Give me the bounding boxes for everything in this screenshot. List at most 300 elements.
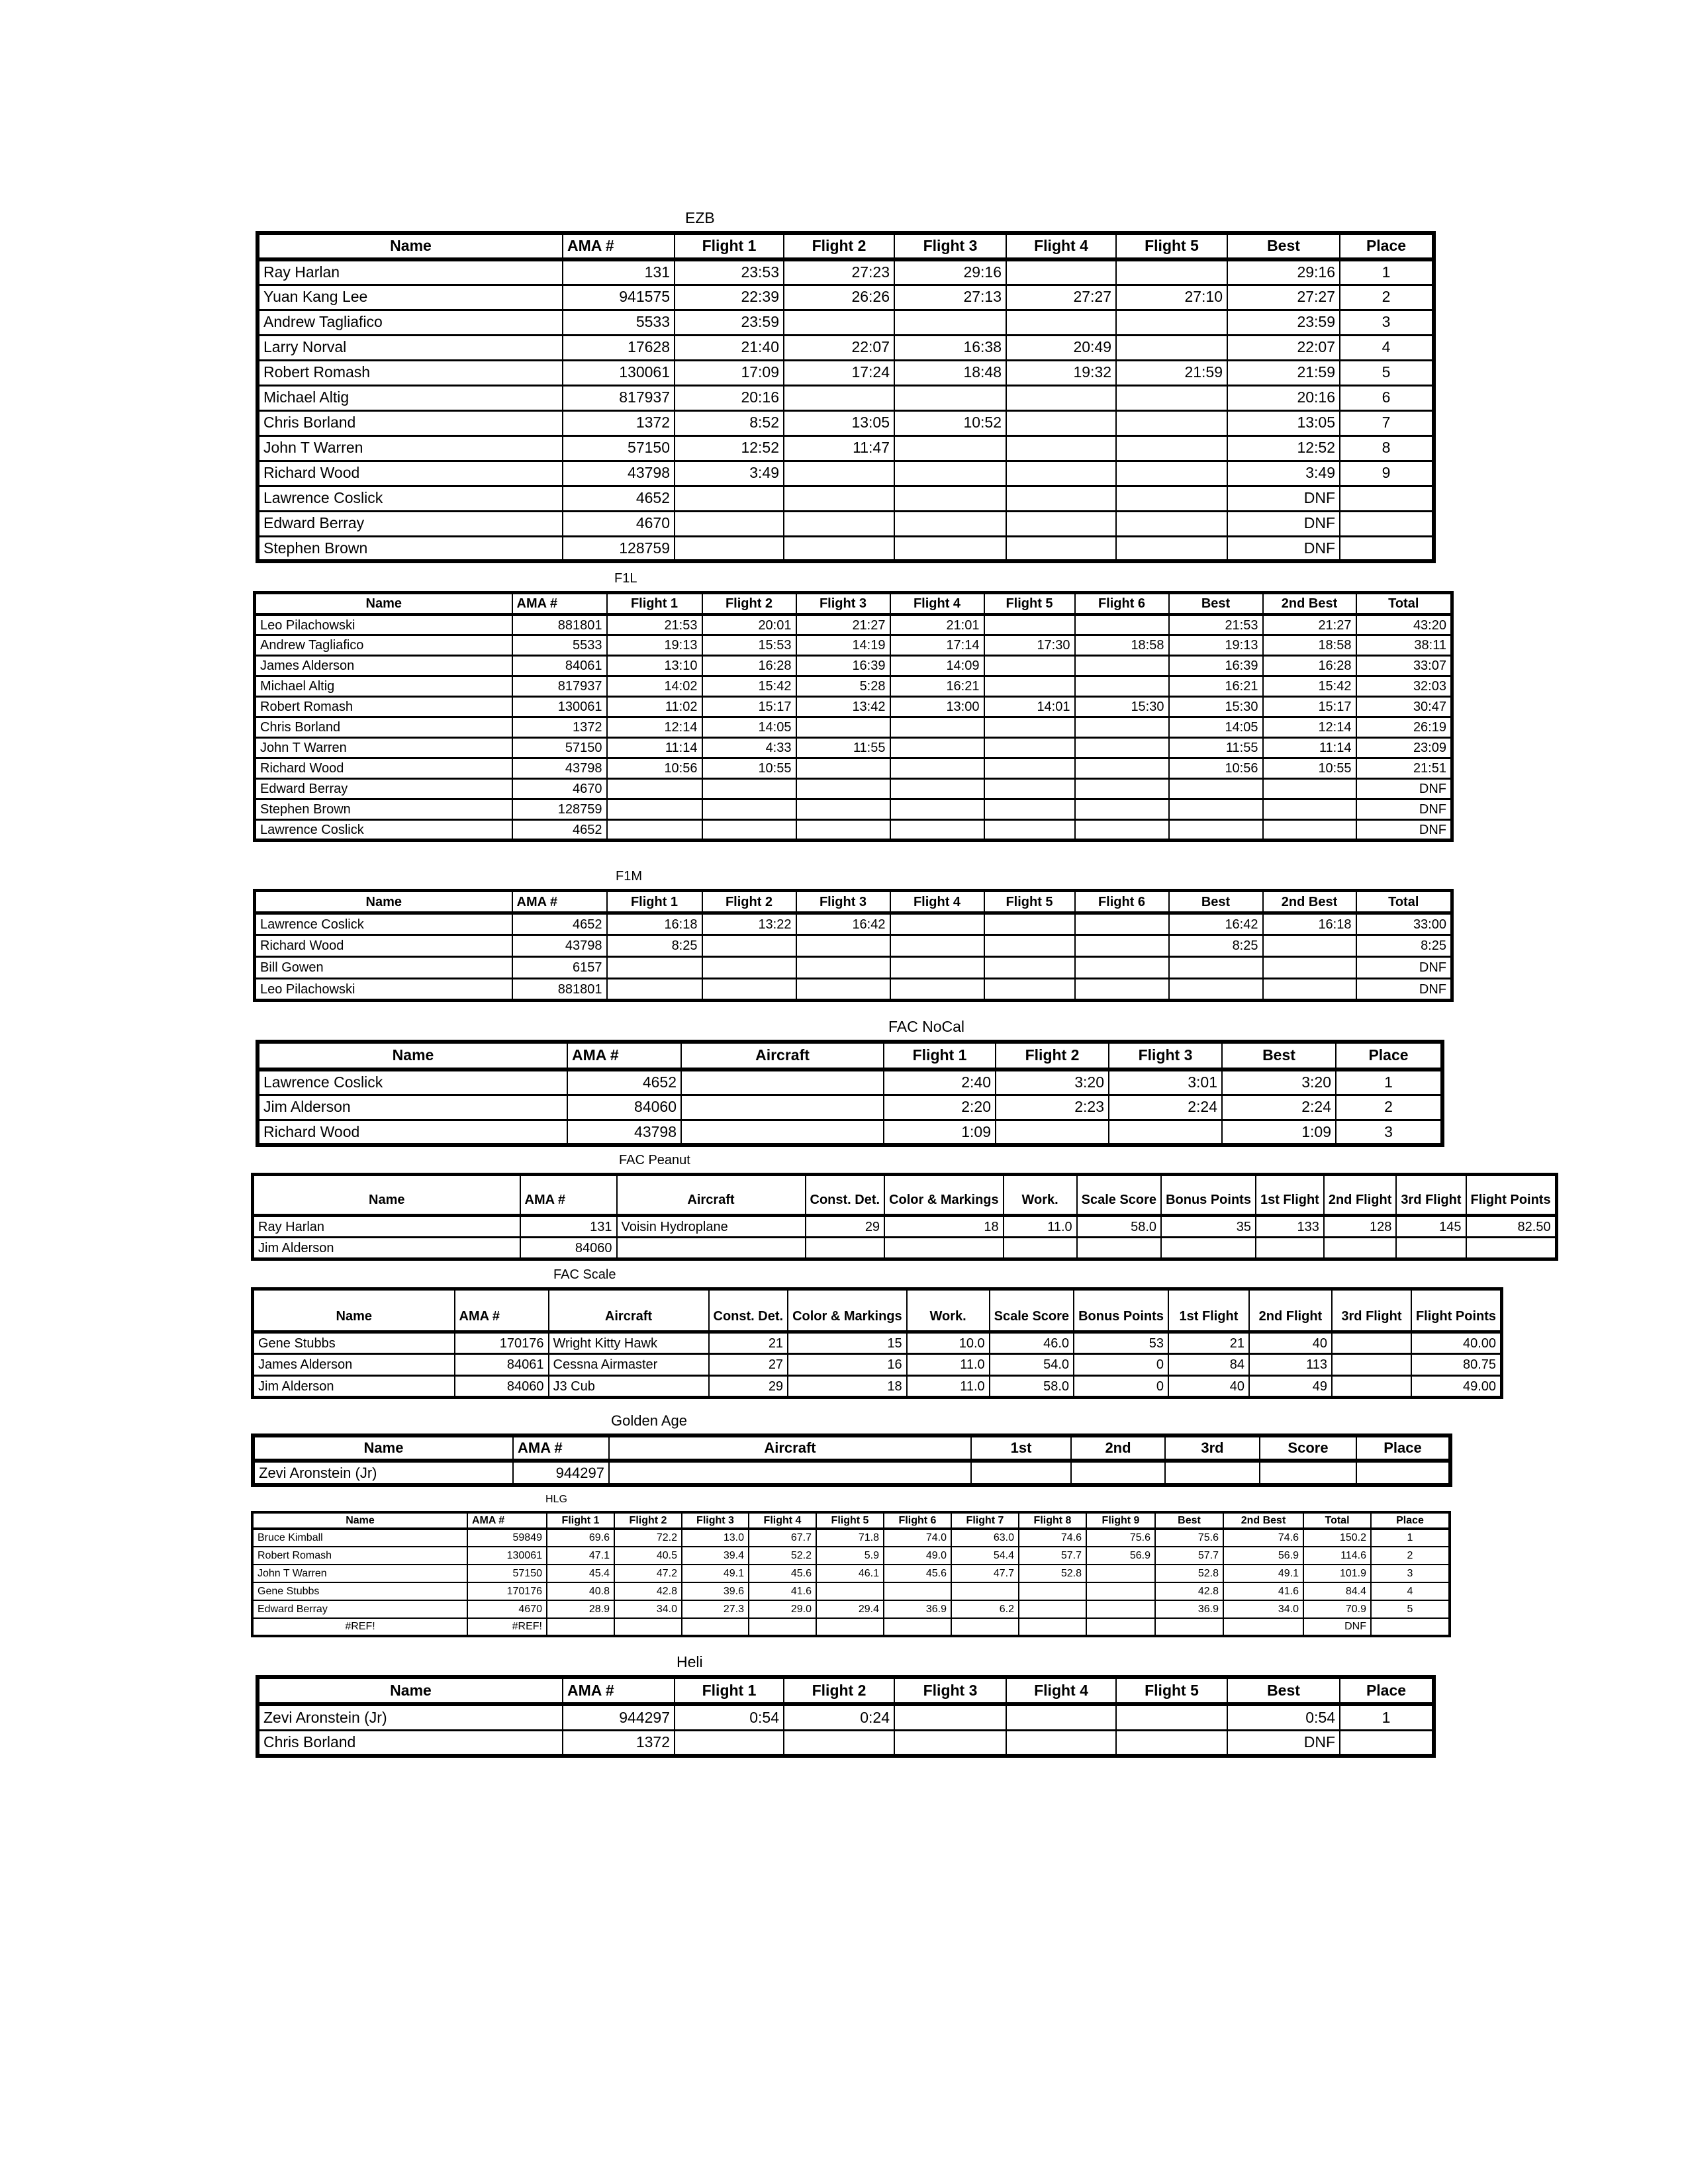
cell-f1m-3-3	[702, 979, 796, 1001]
cell-ezb-4-6: 21:59	[1116, 360, 1227, 385]
cell-golden-age-0-6	[1260, 1461, 1356, 1485]
cell-f1l-1-8: 19:13	[1169, 635, 1263, 656]
cell-fac-peanut-1-6	[1077, 1238, 1161, 1259]
cell-heli-0-8: 1	[1340, 1704, 1434, 1730]
cell-f1m-2-6	[984, 957, 1075, 979]
cell-f1m-0-3: 13:22	[702, 913, 796, 935]
cell-fac-peanut-1-5	[1004, 1238, 1077, 1259]
cell-f1l-2-2: 13:10	[607, 656, 702, 676]
row-f1l-5	[255, 717, 1452, 738]
cell-fac-scale-1-10	[1332, 1354, 1411, 1376]
cell-f1m-2-9	[1263, 957, 1356, 979]
cell-f1l-10-1: 4652	[512, 820, 607, 841]
cell-heli-1-8	[1340, 1730, 1434, 1756]
col-header-hlg-9: Flight 8	[1019, 1512, 1086, 1529]
cell-fac-peanut-0-5: 11.0	[1004, 1216, 1077, 1238]
cell-f1l-4-4: 13:42	[796, 697, 890, 717]
col-header-fac-scale-9: 2nd Flight	[1249, 1289, 1332, 1332]
cell-f1m-3-4	[796, 979, 890, 1001]
cell-ezb-11-3	[784, 536, 894, 561]
cell-hlg-5-5	[749, 1618, 816, 1636]
cell-f1l-0-5: 21:01	[890, 615, 984, 635]
cell-ezb-3-0: Larry Norval	[258, 335, 563, 360]
col-header-f1l-8: Best	[1169, 593, 1263, 615]
cell-fac-nocal-0-6: 3:20	[1222, 1069, 1336, 1095]
cell-f1m-0-9: 16:18	[1263, 913, 1356, 935]
cell-fac-scale-2-11: 49.00	[1411, 1376, 1502, 1398]
table-f1l	[253, 591, 1454, 842]
table-title-heli: Heli	[677, 1653, 703, 1670]
cell-hlg-1-7: 49.0	[884, 1547, 951, 1565]
cell-fac-scale-1-11: 80.75	[1411, 1354, 1502, 1376]
cell-f1l-4-0: Robert Romash	[255, 697, 512, 717]
cell-golden-age-0-3	[971, 1461, 1071, 1485]
cell-f1m-2-8	[1169, 957, 1263, 979]
cell-ezb-5-1: 817937	[563, 385, 675, 410]
cell-ezb-6-0: Chris Borland	[258, 410, 563, 435]
cell-fac-scale-0-10	[1332, 1332, 1411, 1354]
row-fac-peanut-1	[253, 1238, 1557, 1259]
cell-fac-scale-2-7: 0	[1074, 1376, 1168, 1398]
cell-f1l-8-0: Edward Berray	[255, 779, 512, 799]
cell-f1l-2-0: James Alderson	[255, 656, 512, 676]
cell-f1l-9-6	[984, 799, 1075, 820]
cell-f1l-10-4	[796, 820, 890, 841]
col-header-f1m-5: Flight 4	[890, 891, 984, 913]
cell-fac-scale-1-9: 113	[1249, 1354, 1332, 1376]
cell-fac-scale-2-1: 84060	[455, 1376, 549, 1398]
cell-ezb-11-7: DNF	[1227, 536, 1340, 561]
cell-fac-peanut-1-7	[1161, 1238, 1256, 1259]
cell-fac-scale-0-11: 40.00	[1411, 1332, 1502, 1354]
row-fac-scale-2	[253, 1376, 1502, 1398]
cell-ezb-9-4	[894, 486, 1006, 511]
cell-hlg-3-13: 84.4	[1303, 1582, 1371, 1600]
cell-f1l-7-1: 43798	[512, 758, 607, 779]
col-header-fac-scale-7: Bonus Points	[1074, 1289, 1168, 1332]
cell-hlg-0-1: 59849	[467, 1529, 547, 1547]
cell-heli-1-2	[675, 1730, 784, 1756]
cell-f1l-8-4	[796, 779, 890, 799]
cell-f1l-7-4	[796, 758, 890, 779]
row-f1l-3	[255, 676, 1452, 697]
cell-f1l-1-5: 17:14	[890, 635, 984, 656]
col-header-f1m-8: Best	[1169, 891, 1263, 913]
cell-f1l-5-10: 26:19	[1356, 717, 1452, 738]
col-header-golden-age-1: AMA #	[513, 1435, 609, 1461]
col-header-fac-nocal-1: AMA #	[567, 1042, 681, 1069]
cell-f1l-2-1: 84061	[512, 656, 607, 676]
row-f1m-3	[255, 979, 1452, 1001]
cell-fac-nocal-1-5: 2:24	[1109, 1095, 1222, 1120]
cell-hlg-5-4	[682, 1618, 749, 1636]
cell-f1l-4-8: 15:30	[1169, 697, 1263, 717]
cell-f1m-1-8: 8:25	[1169, 935, 1263, 957]
col-header-hlg-7: Flight 6	[884, 1512, 951, 1529]
cell-hlg-4-3: 34.0	[614, 1600, 682, 1618]
cell-f1l-7-3: 10:55	[702, 758, 796, 779]
cell-f1m-2-5	[890, 957, 984, 979]
cell-f1l-1-0: Andrew Tagliafico	[255, 635, 512, 656]
col-header-heli-5: Flight 4	[1006, 1677, 1116, 1704]
cell-fac-nocal-2-4	[996, 1120, 1109, 1145]
cell-hlg-1-9: 57.7	[1019, 1547, 1086, 1565]
cell-ezb-6-7: 13:05	[1227, 410, 1340, 435]
cell-f1l-4-9: 15:17	[1263, 697, 1356, 717]
cell-hlg-4-2: 28.9	[547, 1600, 614, 1618]
cell-ezb-10-6	[1116, 511, 1227, 536]
cell-f1l-3-7	[1075, 676, 1169, 697]
cell-f1l-8-5	[890, 779, 984, 799]
cell-fac-nocal-1-6: 2:24	[1222, 1095, 1336, 1120]
cell-f1l-0-9: 21:27	[1263, 615, 1356, 635]
table-title-f1l: F1L	[614, 571, 637, 586]
col-header-f1l-9: 2nd Best	[1263, 593, 1356, 615]
cell-f1l-8-8	[1169, 779, 1263, 799]
cell-f1l-1-4: 14:19	[796, 635, 890, 656]
cell-heli-1-0: Chris Borland	[258, 1730, 563, 1756]
cell-hlg-4-14: 5	[1371, 1600, 1450, 1618]
cell-ezb-9-7: DNF	[1227, 486, 1340, 511]
cell-ezb-11-4	[894, 536, 1006, 561]
cell-f1l-6-9: 11:14	[1263, 738, 1356, 758]
cell-fac-scale-1-1: 84061	[455, 1354, 549, 1376]
col-header-fac-peanut-5: Work.	[1004, 1175, 1077, 1216]
cell-hlg-1-11: 57.7	[1155, 1547, 1223, 1565]
cell-fac-nocal-0-0: Lawrence Coslick	[258, 1069, 567, 1095]
cell-f1l-6-0: John T Warren	[255, 738, 512, 758]
col-header-hlg-4: Flight 3	[682, 1512, 749, 1529]
cell-ezb-8-1: 43798	[563, 461, 675, 486]
cell-f1m-3-7	[1075, 979, 1169, 1001]
cell-f1l-9-4	[796, 799, 890, 820]
col-header-hlg-14: Place	[1371, 1512, 1450, 1529]
cell-fac-nocal-0-1: 4652	[567, 1069, 681, 1095]
cell-hlg-4-1: 4670	[467, 1600, 547, 1618]
header-row-fac-peanut	[253, 1175, 1557, 1216]
col-header-fac-nocal-6: Best	[1222, 1042, 1336, 1069]
cell-ezb-8-8: 9	[1340, 461, 1434, 486]
row-golden-age-0	[253, 1461, 1450, 1485]
cell-f1l-2-9: 16:28	[1263, 656, 1356, 676]
row-ezb-5	[258, 385, 1434, 410]
col-header-f1l-5: Flight 4	[890, 593, 984, 615]
col-header-fac-nocal-3: Flight 1	[884, 1042, 996, 1069]
col-header-f1l-6: Flight 5	[984, 593, 1075, 615]
col-header-ezb-8: Place	[1340, 233, 1434, 259]
cell-f1l-5-4	[796, 717, 890, 738]
cell-ezb-2-0: Andrew Tagliafico	[258, 310, 563, 335]
cell-ezb-0-7: 29:16	[1227, 259, 1340, 285]
cell-f1m-3-2	[607, 979, 702, 1001]
cell-ezb-6-8: 7	[1340, 410, 1434, 435]
row-f1l-6	[255, 738, 1452, 758]
col-header-f1m-1: AMA #	[512, 891, 607, 913]
table-title-ezb: EZB	[685, 209, 715, 226]
cell-f1l-4-3: 15:17	[702, 697, 796, 717]
col-header-hlg-13: Total	[1303, 1512, 1371, 1529]
cell-ezb-10-4	[894, 511, 1006, 536]
cell-fac-peanut-1-3	[806, 1238, 885, 1259]
col-header-golden-age-4: 2nd	[1071, 1435, 1165, 1461]
cell-fac-scale-0-5: 10.0	[907, 1332, 990, 1354]
cell-f1l-3-6	[984, 676, 1075, 697]
cell-ezb-2-6	[1116, 310, 1227, 335]
col-header-f1m-10: Total	[1356, 891, 1452, 913]
cell-fac-nocal-1-0: Jim Alderson	[258, 1095, 567, 1120]
cell-ezb-0-3: 27:23	[784, 259, 894, 285]
col-header-fac-peanut-3: Const. Det.	[806, 1175, 885, 1216]
col-header-f1m-7: Flight 6	[1075, 891, 1169, 913]
cell-f1l-4-10: 30:47	[1356, 697, 1452, 717]
cell-ezb-5-6	[1116, 385, 1227, 410]
row-ezb-4	[258, 360, 1434, 385]
cell-hlg-5-12	[1223, 1618, 1303, 1636]
cell-fac-nocal-0-7: 1	[1336, 1069, 1442, 1095]
cell-hlg-0-2: 69.6	[547, 1529, 614, 1547]
col-header-heli-6: Flight 5	[1116, 1677, 1227, 1704]
cell-hlg-5-0: #REF!	[252, 1618, 467, 1636]
cell-hlg-0-12: 74.6	[1223, 1529, 1303, 1547]
cell-f1l-7-6	[984, 758, 1075, 779]
cell-f1l-6-5	[890, 738, 984, 758]
cell-ezb-8-0: Richard Wood	[258, 461, 563, 486]
cell-f1m-0-8: 16:42	[1169, 913, 1263, 935]
cell-fac-peanut-0-10: 145	[1396, 1216, 1466, 1238]
cell-f1m-3-9	[1263, 979, 1356, 1001]
col-header-hlg-1: AMA #	[467, 1512, 547, 1529]
cell-hlg-2-3: 47.2	[614, 1565, 682, 1582]
cell-fac-scale-1-3: 27	[709, 1354, 788, 1376]
cell-f1l-8-2	[607, 779, 702, 799]
cell-f1l-1-7: 18:58	[1075, 635, 1169, 656]
cell-hlg-3-7	[884, 1582, 951, 1600]
cell-fac-nocal-2-0: Richard Wood	[258, 1120, 567, 1145]
cell-f1m-2-3	[702, 957, 796, 979]
cell-ezb-10-5	[1006, 511, 1116, 536]
cell-f1l-1-6: 17:30	[984, 635, 1075, 656]
col-header-ezb-0: Name	[258, 233, 563, 259]
col-header-fac-nocal-0: Name	[258, 1042, 567, 1069]
cell-f1m-1-6	[984, 935, 1075, 957]
col-header-f1l-7: Flight 6	[1075, 593, 1169, 615]
cell-ezb-3-6	[1116, 335, 1227, 360]
cell-ezb-2-2: 23:59	[675, 310, 784, 335]
cell-fac-peanut-0-11: 82.50	[1466, 1216, 1557, 1238]
cell-hlg-5-6	[816, 1618, 884, 1636]
cell-fac-nocal-0-5: 3:01	[1109, 1069, 1222, 1095]
cell-ezb-3-8: 4	[1340, 335, 1434, 360]
cell-ezb-5-4	[894, 385, 1006, 410]
cell-heli-0-3: 0:24	[784, 1704, 894, 1730]
col-header-ezb-3: Flight 2	[784, 233, 894, 259]
col-header-fac-peanut-7: Bonus Points	[1161, 1175, 1256, 1216]
cell-hlg-2-5: 45.6	[749, 1565, 816, 1582]
cell-ezb-4-8: 5	[1340, 360, 1434, 385]
col-header-golden-age-5: 3rd	[1165, 1435, 1260, 1461]
cell-fac-scale-0-6: 46.0	[990, 1332, 1074, 1354]
cell-hlg-2-9: 52.8	[1019, 1565, 1086, 1582]
col-header-fac-scale-8: 1st Flight	[1168, 1289, 1249, 1332]
cell-f1l-3-0: Michael Altig	[255, 676, 512, 697]
cell-ezb-2-5	[1006, 310, 1116, 335]
cell-fac-scale-1-6: 54.0	[990, 1354, 1074, 1376]
cell-fac-peanut-0-1: 131	[520, 1216, 617, 1238]
cell-ezb-7-1: 57150	[563, 435, 675, 461]
section-f1m	[253, 870, 1454, 1002]
section-f1l	[253, 572, 1454, 842]
cell-hlg-4-8: 6.2	[951, 1600, 1019, 1618]
row-heli-0	[258, 1704, 1434, 1730]
cell-hlg-2-14: 3	[1371, 1565, 1450, 1582]
col-header-f1m-9: 2nd Best	[1263, 891, 1356, 913]
table-fac-nocal	[256, 1040, 1444, 1147]
cell-heli-0-7: 0:54	[1227, 1704, 1340, 1730]
cell-f1l-2-8: 16:39	[1169, 656, 1263, 676]
cell-ezb-8-3	[784, 461, 894, 486]
col-header-ezb-6: Flight 5	[1116, 233, 1227, 259]
table-hlg	[251, 1511, 1451, 1637]
cell-heli-0-6	[1116, 1704, 1227, 1730]
section-fac-peanut	[251, 1154, 1558, 1261]
cell-f1l-0-7	[1075, 615, 1169, 635]
cell-hlg-4-12: 34.0	[1223, 1600, 1303, 1618]
row-ezb-0	[258, 259, 1434, 285]
cell-ezb-1-3: 26:26	[784, 285, 894, 310]
col-header-ezb-5: Flight 4	[1006, 233, 1116, 259]
cell-f1l-0-6	[984, 615, 1075, 635]
cell-hlg-2-4: 49.1	[682, 1565, 749, 1582]
cell-f1l-9-10: DNF	[1356, 799, 1452, 820]
header-row-f1l	[255, 593, 1452, 615]
cell-f1l-5-7	[1075, 717, 1169, 738]
cell-f1l-7-2: 10:56	[607, 758, 702, 779]
row-ezb-1	[258, 285, 1434, 310]
col-header-fac-peanut-10: 3rd Flight	[1396, 1175, 1466, 1216]
cell-hlg-1-0: Robert Romash	[252, 1547, 467, 1565]
col-header-fac-nocal-7: Place	[1336, 1042, 1442, 1069]
row-hlg-3	[252, 1582, 1450, 1600]
cell-f1l-3-4: 5:28	[796, 676, 890, 697]
col-header-golden-age-0: Name	[253, 1435, 513, 1461]
cell-f1m-1-1: 43798	[512, 935, 607, 957]
cell-ezb-6-5	[1006, 410, 1116, 435]
cell-f1l-10-3	[702, 820, 796, 841]
cell-ezb-2-3	[784, 310, 894, 335]
cell-f1l-8-1: 4670	[512, 779, 607, 799]
cell-f1m-2-1: 6157	[512, 957, 607, 979]
cell-fac-nocal-0-2	[681, 1069, 884, 1095]
cell-fac-peanut-1-11	[1466, 1238, 1557, 1259]
cell-fac-nocal-2-5	[1109, 1120, 1222, 1145]
cell-f1l-9-3	[702, 799, 796, 820]
cell-f1m-0-6	[984, 913, 1075, 935]
cell-golden-age-0-4	[1071, 1461, 1165, 1485]
cell-fac-scale-1-5: 11.0	[907, 1354, 990, 1376]
cell-ezb-4-4: 18:48	[894, 360, 1006, 385]
header-row-ezb	[258, 233, 1434, 259]
row-fac-nocal-2	[258, 1120, 1442, 1145]
row-f1l-10	[255, 820, 1452, 841]
table-title-fac-nocal: FAC NoCal	[888, 1018, 965, 1035]
cell-fac-nocal-1-1: 84060	[567, 1095, 681, 1120]
cell-f1l-2-3: 16:28	[702, 656, 796, 676]
cell-ezb-1-1: 941575	[563, 285, 675, 310]
cell-ezb-1-4: 27:13	[894, 285, 1006, 310]
cell-fac-scale-0-0: Gene Stubbs	[253, 1332, 455, 1354]
cell-ezb-2-7: 23:59	[1227, 310, 1340, 335]
row-hlg-1	[252, 1547, 1450, 1565]
col-header-hlg-8: Flight 7	[951, 1512, 1019, 1529]
cell-hlg-2-13: 101.9	[1303, 1565, 1371, 1582]
cell-fac-peanut-0-7: 35	[1161, 1216, 1256, 1238]
cell-hlg-2-0: John T Warren	[252, 1565, 467, 1582]
cell-ezb-10-3	[784, 511, 894, 536]
cell-hlg-1-5: 52.2	[749, 1547, 816, 1565]
cell-f1m-0-7	[1075, 913, 1169, 935]
cell-ezb-9-0: Lawrence Coslick	[258, 486, 563, 511]
cell-ezb-1-0: Yuan Kang Lee	[258, 285, 563, 310]
cell-ezb-11-2	[675, 536, 784, 561]
row-f1l-0	[255, 615, 1452, 635]
cell-f1l-7-7	[1075, 758, 1169, 779]
col-header-fac-peanut-11: Flight Points	[1466, 1175, 1557, 1216]
cell-f1l-6-7	[1075, 738, 1169, 758]
row-fac-nocal-0	[258, 1069, 1442, 1095]
row-hlg-2	[252, 1565, 1450, 1582]
cell-hlg-0-13: 150.2	[1303, 1529, 1371, 1547]
cell-fac-peanut-0-3: 29	[806, 1216, 885, 1238]
cell-fac-nocal-2-1: 43798	[567, 1120, 681, 1145]
col-header-f1l-3: Flight 2	[702, 593, 796, 615]
cell-fac-peanut-1-8	[1256, 1238, 1324, 1259]
cell-hlg-4-7: 36.9	[884, 1600, 951, 1618]
cell-f1l-0-8: 21:53	[1169, 615, 1263, 635]
col-header-fac-peanut-1: AMA #	[520, 1175, 617, 1216]
row-ezb-6	[258, 410, 1434, 435]
cell-f1m-1-4	[796, 935, 890, 957]
cell-f1m-0-10: 33:00	[1356, 913, 1452, 935]
cell-hlg-3-5: 41.6	[749, 1582, 816, 1600]
cell-golden-age-0-2	[609, 1461, 971, 1485]
cell-hlg-3-11: 42.8	[1155, 1582, 1223, 1600]
table-f1m	[253, 889, 1454, 1002]
header-row-f1m	[255, 891, 1452, 913]
cell-ezb-5-8: 6	[1340, 385, 1434, 410]
cell-hlg-5-8	[951, 1618, 1019, 1636]
cell-ezb-3-5: 20:49	[1006, 335, 1116, 360]
cell-hlg-3-6	[816, 1582, 884, 1600]
cell-heli-0-1: 944297	[563, 1704, 675, 1730]
cell-hlg-4-13: 70.9	[1303, 1600, 1371, 1618]
cell-f1l-8-3	[702, 779, 796, 799]
cell-fac-nocal-2-7: 3	[1336, 1120, 1442, 1145]
cell-ezb-7-2: 12:52	[675, 435, 784, 461]
col-header-fac-scale-11: Flight Points	[1411, 1289, 1502, 1332]
col-header-heli-8: Place	[1340, 1677, 1434, 1704]
cell-hlg-1-14: 2	[1371, 1547, 1450, 1565]
cell-ezb-4-0: Robert Romash	[258, 360, 563, 385]
cell-hlg-0-3: 72.2	[614, 1529, 682, 1547]
cell-f1l-4-5: 13:00	[890, 697, 984, 717]
cell-fac-scale-1-2: Cessna Airmaster	[549, 1354, 709, 1376]
cell-fac-nocal-1-3: 2:20	[884, 1095, 996, 1120]
cell-fac-scale-2-5: 11.0	[907, 1376, 990, 1398]
cell-hlg-2-12: 49.1	[1223, 1565, 1303, 1582]
cell-hlg-5-9	[1019, 1618, 1086, 1636]
cell-heli-1-4	[894, 1730, 1006, 1756]
row-ezb-2	[258, 310, 1434, 335]
